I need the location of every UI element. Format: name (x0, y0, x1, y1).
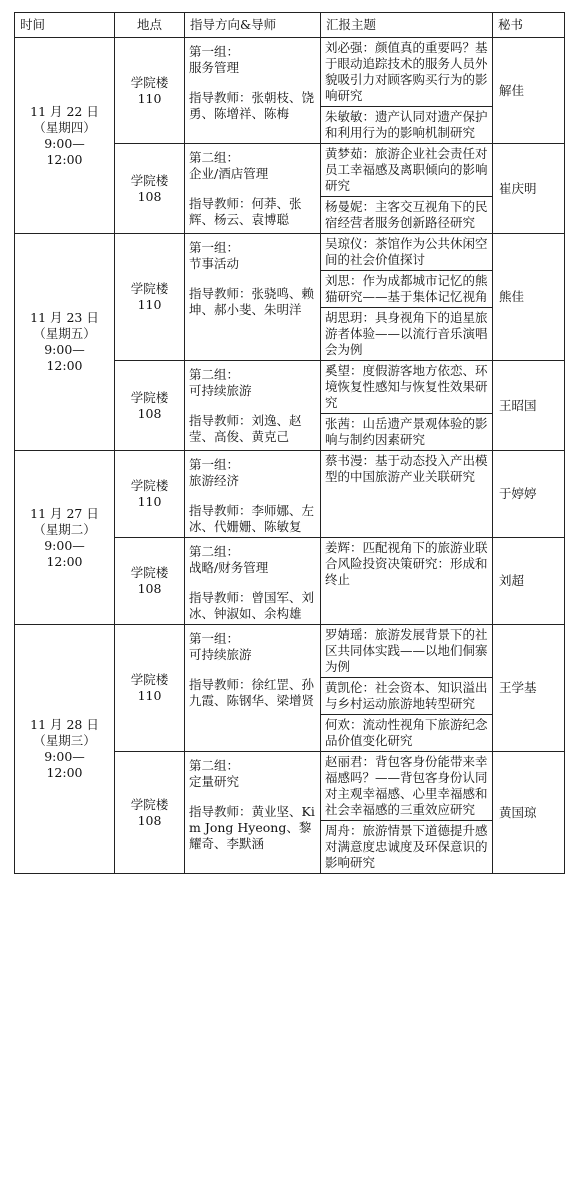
session-date-line: 11 月 22 日 (30, 103, 99, 119)
topic-cell: 赵丽君：背包客身份能带来幸福感吗？——背包客身份认同对主观幸福感、心里幸福感和社会幸福感的三重效应研究 (321, 752, 493, 821)
location-line: 学院楼 (130, 281, 169, 296)
location-line: 108 (137, 188, 162, 204)
table-row (15, 625, 565, 678)
secretary-cell: 王学基 (493, 625, 565, 752)
topic-cell: 张茜：山岳遗产景观体验的影响与制约因素研究 (321, 414, 493, 451)
session-date-line: （星期五） (33, 326, 96, 341)
spacer (189, 489, 316, 503)
guide-cell (185, 538, 321, 625)
header-location: 地点 (115, 13, 185, 38)
group-teachers: 指导教师：黄业坚、Kim Jong Hyeong、黎耀奇、李默涵 (189, 804, 315, 851)
group-label: 第一组： (189, 44, 240, 59)
topic-cell: 蔡书漫：基于动态投入产出模型的中国旅游产业关联研究 (321, 451, 493, 538)
group-teachers: 指导教师：何莽、张辉、杨云、袁博聪 (189, 196, 302, 227)
group-teachers: 指导教师：徐红罡、孙九霞、陈钢华、梁增贤 (189, 677, 315, 708)
group-field: 定量研究 (189, 774, 240, 789)
schedule-sheet (14, 12, 564, 874)
session-date-cell (15, 234, 115, 451)
group-label: 第二组： (189, 150, 240, 165)
location-line: 110 (137, 90, 162, 106)
location-line: 学院楼 (130, 672, 169, 687)
topic-cell: 杨曼妮：主客交互视角下的民宿经营者服务创新路径研究 (321, 197, 493, 234)
secretary-cell: 黄国琼 (493, 752, 565, 874)
topic-cell: 朱敏敏：遗产认同对遗产保护和利用行为的影响机制研究 (321, 107, 493, 144)
group-field: 可持续旅游 (189, 647, 252, 662)
topic-cell: 奚望：度假游客地方依恋、环境恢复性感知与恢复性效果研究 (321, 361, 493, 414)
location-line: 108 (137, 581, 162, 596)
group-label: 第一组： (189, 240, 240, 255)
group-teachers: 指导教师：张朝枝、饶勇、陈增祥、陈梅 (189, 90, 315, 121)
group-field: 旅游经济 (189, 473, 240, 488)
location-cell (115, 234, 185, 361)
guide-cell (185, 234, 321, 361)
group-field: 节事活动 (189, 256, 240, 271)
topic-cell: 罗婧瑶：旅游发展背景下的社区共同体实践——以地们侗寨为例 (321, 625, 493, 678)
location-cell (115, 538, 185, 625)
group-label: 第二组： (189, 544, 240, 559)
table-row (15, 38, 565, 107)
guide-cell (185, 144, 321, 234)
location-line: 学院楼 (130, 478, 169, 493)
header-guide: 指导方向&导师 (185, 13, 321, 38)
group-field: 战略/财务管理 (189, 560, 269, 575)
session-date-line: 12:00 (46, 151, 83, 167)
topic-cell: 何欢：流动性视角下旅游纪念品价值变化研究 (321, 715, 493, 752)
guide-cell (185, 451, 321, 538)
topic-cell: 刘必强：颜值真的重要吗？基于眼动追踪技术的服务人员外貌吸引力对顾客购买行为的影响研究 (321, 38, 493, 107)
session-date-line: 12:00 (46, 553, 83, 569)
secretary-cell: 王昭国 (493, 361, 565, 451)
table-row (15, 234, 565, 271)
location-cell (115, 752, 185, 874)
session-date-line: （星期二） (33, 521, 96, 537)
secretary-cell: 刘超 (493, 538, 565, 625)
secretary-cell: 于婷婷 (493, 451, 565, 538)
topic-cell: 周舟：旅游情景下道德提升感对满意度忠诚度及环保意识的影响研究 (321, 821, 493, 874)
table-row (15, 451, 565, 538)
session-date-line: 9:00— (44, 135, 85, 151)
group-teachers: 指导教师：李师娜、左冰、代姗姗、陈敏复 (189, 503, 315, 534)
location-cell (115, 625, 185, 752)
group-label: 第二组： (189, 367, 240, 382)
guide-cell (185, 752, 321, 874)
session-date-line: 12:00 (46, 358, 83, 373)
location-line: 学院楼 (130, 796, 169, 812)
location-line: 110 (137, 688, 162, 703)
group-teachers: 指导教师：曾国军、刘冰、钟淑如、余构雄 (189, 590, 315, 621)
spacer (189, 790, 316, 804)
session-date-line: 9:00— (44, 749, 85, 764)
location-cell (115, 144, 185, 234)
location-line: 学院楼 (130, 74, 169, 90)
header-topic: 汇报主题 (321, 13, 493, 38)
topic-cell: 姜辉：匹配视角下的旅游业联合风险投资决策研究：形成和终止 (321, 538, 493, 625)
guide-cell (185, 625, 321, 752)
topic-cell: 黄梦茹：旅游企业社会责任对员工幸福感及离职倾向的影响研究 (321, 144, 493, 197)
secretary-cell: 崔庆明 (493, 144, 565, 234)
guide-cell (185, 38, 321, 144)
location-line: 110 (137, 297, 162, 312)
session-date-line: 11 月 28 日 (30, 717, 99, 732)
session-date-line: 9:00— (44, 537, 85, 553)
header-time: 时间 (15, 13, 115, 38)
header-row (15, 13, 565, 38)
spacer (189, 272, 316, 286)
location-line: 108 (137, 812, 162, 828)
group-label: 第一组： (189, 631, 240, 646)
spacer (189, 576, 316, 590)
schedule-body (15, 38, 565, 874)
session-date-cell (15, 451, 115, 625)
spacer (189, 76, 316, 90)
header-secretary: 秘书 (493, 13, 565, 38)
topic-cell: 刘思：作为成都城市记忆的熊猫研究——基于集体记忆视角 (321, 271, 493, 308)
guide-cell (185, 361, 321, 451)
spacer (189, 182, 316, 196)
schedule-table (14, 12, 565, 874)
location-line: 学院楼 (130, 172, 169, 188)
secretary-cell: 熊佳 (493, 234, 565, 361)
session-date-line: （星期三） (33, 733, 96, 748)
topic-cell: 吴琼仪：茶馆作为公共休闲空间的社会价值探讨 (321, 234, 493, 271)
session-date-cell (15, 625, 115, 874)
location-line: 学院楼 (130, 389, 169, 405)
location-line: 110 (137, 494, 162, 509)
location-line: 108 (137, 405, 162, 421)
spacer (189, 663, 316, 677)
group-teachers: 指导教师：刘逸、赵莹、高俊、黄克己 (189, 413, 302, 444)
session-date-line: 11 月 27 日 (30, 505, 99, 521)
secretary-cell: 解佳 (493, 38, 565, 144)
location-cell (115, 361, 185, 451)
group-label: 第二组： (189, 758, 240, 773)
group-label: 第一组： (189, 457, 240, 472)
group-field: 服务管理 (189, 60, 240, 75)
topic-cell: 胡思玥：具身视角下的追星旅游者体验——以流行音乐演唱会为例 (321, 308, 493, 361)
spacer (189, 399, 316, 413)
group-field: 可持续旅游 (189, 383, 252, 398)
topic-cell: 黄凯伦：社会资本、知识溢出与乡村运动旅游地转型研究 (321, 678, 493, 715)
session-date-line: 12:00 (46, 765, 83, 780)
session-date-line: （星期四） (33, 119, 96, 135)
session-date-line: 9:00— (44, 342, 85, 357)
location-line: 学院楼 (130, 565, 169, 580)
group-field: 企业/酒店管理 (189, 166, 269, 181)
session-date-line: 11 月 23 日 (30, 310, 99, 325)
location-cell (115, 38, 185, 144)
session-date-cell (15, 38, 115, 234)
group-teachers: 指导教师：张骁鸣、赖坤、郝小斐、朱明洋 (189, 286, 315, 317)
location-cell (115, 451, 185, 538)
